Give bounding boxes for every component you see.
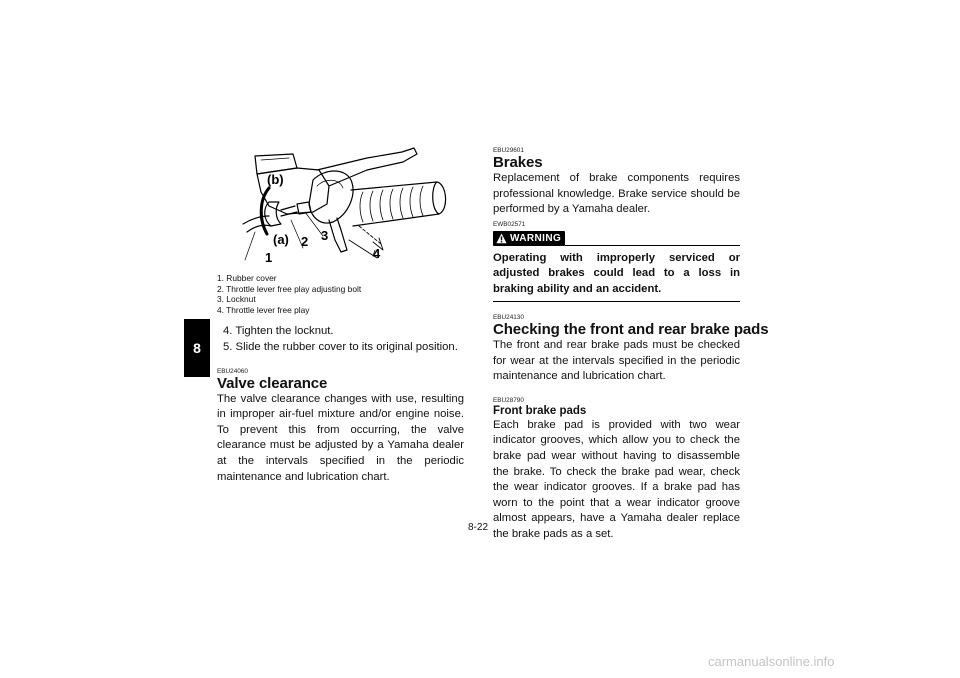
callout-b: (b) — [267, 172, 284, 187]
section-body-brake-pads: The front and rear brake pads must be checked for wear at the intervals specified in the periodic maintenance and lubrication chart. — [493, 339, 740, 383]
page-number: 8-22 — [468, 522, 489, 533]
warning-code: EWB02571 — [493, 220, 526, 228]
callout-1: 1 — [265, 250, 273, 265]
section-title-brakes: Brakes — [493, 154, 543, 171]
legend-item: 2. Throttle lever free play adjusting bolt — [217, 283, 362, 294]
warning-badge — [493, 231, 565, 246]
warning-rule — [565, 245, 740, 246]
throttle-lever-illustration — [217, 140, 464, 270]
warning-text: Operating with improperly serviced or adjusted brakes could lead to a loss in braking ability and an accident. — [493, 251, 740, 295]
section-body-brakes: Replacement of brake components requires professional knowledge. Brake service should be performed by a Yamaha dealer. — [493, 172, 740, 216]
section-code: EBU24060 — [217, 367, 248, 375]
callout-2: 2 — [301, 234, 309, 249]
section-code: EBU29601 — [493, 147, 524, 154]
callout-a: (a) — [273, 232, 289, 247]
warning-end-rule — [493, 301, 740, 302]
legend-item: 1. Rubber cover — [217, 273, 277, 283]
step-item: 5. Slide the rubber cover to its original position. — [223, 340, 458, 353]
section-title-brake-pads: Checking the front and rear brake pads — [493, 321, 769, 338]
throttle-figure — [217, 140, 464, 270]
legend-item: 4. Throttle lever free play — [217, 304, 310, 315]
section-code: EBU28790 — [493, 396, 524, 404]
left-column — [217, 140, 464, 485]
figure-legend — [217, 273, 464, 315]
watermark: carmanualsonline.info — [708, 654, 835, 669]
section-body-valve: The valve clearance changes with use, resulting in improper air-fuel mixture and/or engine noise. To prevent this from occurring, the valve clearance must be adjusted by a Yamaha dealer at the intervals specified in the periodic maintenance and lubrication chart. — [217, 392, 464, 483]
step-item: 4. Tighten the locknut. — [223, 325, 334, 338]
section-code: EBU24130 — [493, 314, 524, 321]
warning-header — [493, 231, 740, 246]
chapter-tab: 8 — [184, 319, 210, 377]
right-column — [493, 140, 769, 543]
warning-triangle-icon — [496, 233, 507, 244]
callout-3: 3 — [321, 228, 329, 243]
section-body-front-pads: Each brake pad is provided with two wear indicator grooves, which allow you to check the brake pad wear without having to disassemble the brake. To check the brake pad wear, check the wear indicator grooves. If a brake pad has worn to the point that a wear indicator groove almost appears, have a Yamaha dealer replace the brake pads as a set. — [493, 418, 740, 540]
steps-list — [217, 324, 464, 355]
section-title-front-pads: Front brake pads — [493, 404, 587, 417]
section-title-valve: Valve clearance — [217, 374, 328, 392]
legend-item: 3. Locknut — [217, 294, 256, 305]
warning-label: WARNING — [510, 232, 562, 244]
callout-4: 4 — [373, 246, 381, 261]
